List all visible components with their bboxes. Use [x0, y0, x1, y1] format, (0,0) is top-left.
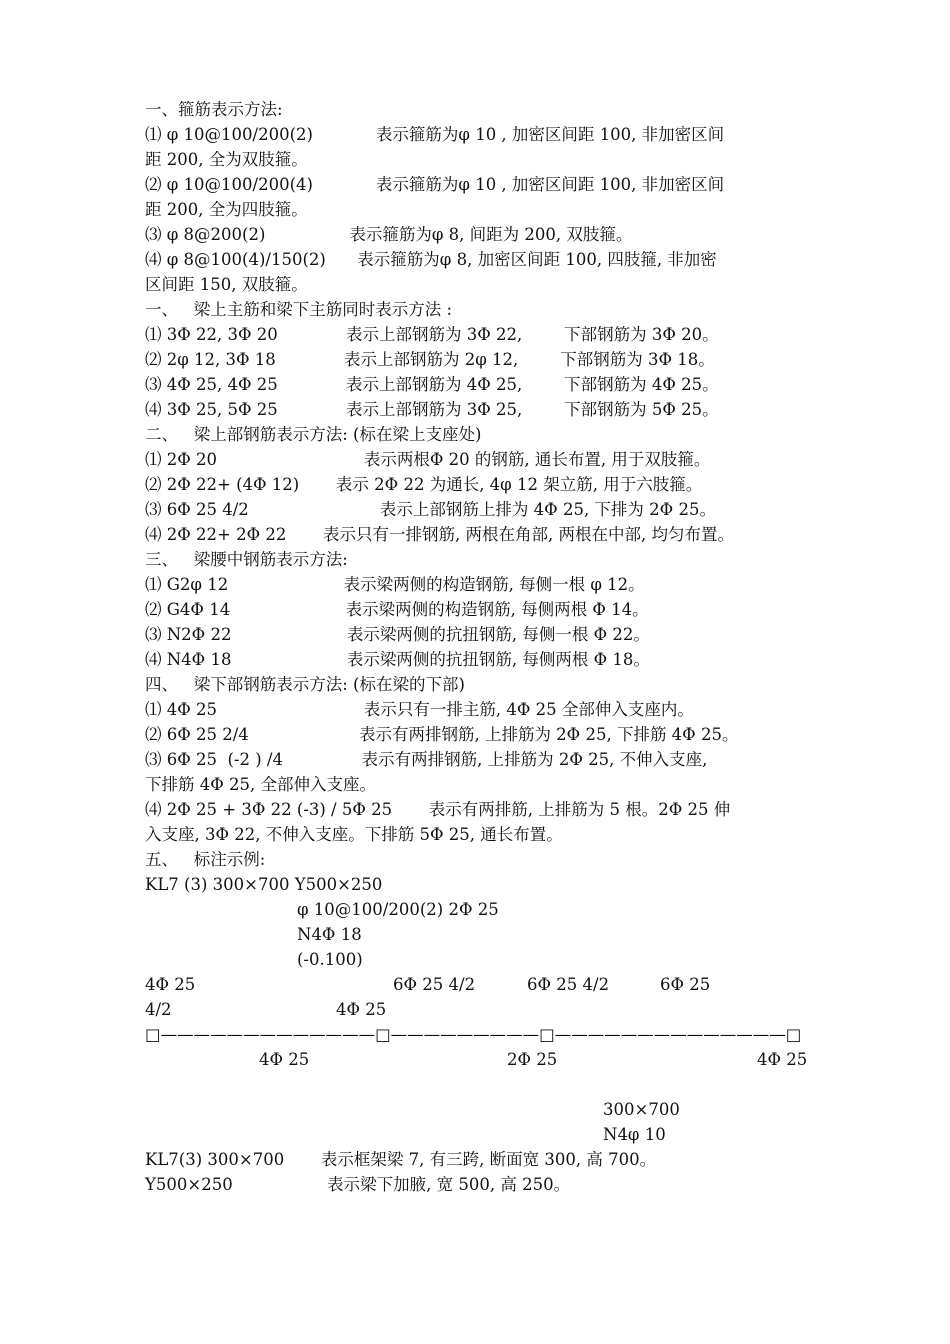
text-line: ⑷ 2Φ 25 + 3Φ 22 (-3) / 5Φ 25 表示有两排筋, 上排筋为 5 根。2Φ 25 伸 — [145, 800, 731, 819]
text-line: ⑶ 6Φ 25 4/2 表示上部钢筋上排为 4Φ 25, 下排为 2Φ 25。 — [145, 500, 716, 519]
example-section-label: N4φ 10 — [603, 1125, 666, 1144]
text-line: ⑵ φ 10@100/200(4) 表示箍筋为φ 10 , 加密区间距 100, 非加密区间 — [145, 175, 725, 194]
text-line: ⑴ G2φ 12 表示梁两侧的构造钢筋, 每侧一根 φ 12。 — [145, 575, 645, 594]
example-support-label: 4/2 — [145, 1000, 172, 1019]
text-line: ⑶ 4Φ 25, 4Φ 25 表示上部钢筋为 4Φ 25, 下部钢筋为 4Φ 25。 — [145, 375, 719, 394]
text-line: ⑴ φ 10@100/200(2) 表示箍筋为φ 10 , 加密区间距 100, 非加密区间 — [145, 125, 725, 144]
text-line: ⑴ 2Φ 20 表示两根Φ 20 的钢筋, 通长布置, 用于双肢箍。 — [145, 450, 711, 469]
text-line: ⑵ 2Φ 22+ (4Φ 12) 表示 2Φ 22 为通长, 4φ 12 架立筋, 用于六肢箍。 — [145, 475, 703, 494]
example-bottom-label: 4Φ 25 — [757, 1050, 808, 1069]
example-support-label: 6Φ 25 4/2 — [527, 975, 610, 994]
example-support-label: 6Φ 25 4/2 — [393, 975, 476, 994]
text-line: ⑵ 2φ 12, 3Φ 18 表示上部钢筋为 2φ 12, 下部钢筋为 3Φ 18。 — [145, 350, 715, 369]
example-support-label: 4Φ 25 — [145, 975, 196, 994]
example-support-label: 6Φ 25 — [660, 975, 711, 994]
text-line: ⑵ G4Φ 14 表示梁两侧的构造钢筋, 每侧两根 Φ 14。 — [145, 600, 649, 619]
text-line: Y500×250 表示梁下加腋, 宽 500, 高 250。 — [145, 1175, 571, 1194]
text-line: ⑷ N4Φ 18 表示梁两侧的抗扭钢筋, 每侧两根 Φ 18。 — [145, 650, 650, 669]
text-line: ⑶ φ 8@200(2) 表示箍筋为φ 8, 间距为 200, 双肢箍。 — [145, 225, 633, 244]
text-line: KL7 (3) 300×700 Y500×250 — [145, 875, 383, 894]
section-heading: 四、 梁下部钢筋表示方法: (标在梁的下部) — [145, 675, 465, 694]
text-line: 下排筋 4Φ 25, 全部伸入支座。 — [145, 775, 376, 794]
example-torsion-label: N4Φ 18 — [297, 925, 362, 944]
text-line: 距 200, 全为四肢箍。 — [145, 200, 308, 219]
example-section-label: 300×700 — [603, 1100, 680, 1119]
beam-diagram-line: □—————————————□—————————□——————————————□ — [145, 1025, 802, 1044]
text-line: ⑴ 4Φ 25 表示只有一排主筋, 4Φ 25 全部伸入支座内。 — [145, 700, 694, 719]
example-stirrup-label: φ 10@100/200(2) 2Φ 25 — [297, 900, 499, 919]
section-heading: 三、 梁腰中钢筋表示方法: — [145, 550, 348, 569]
text-line: ⑶ 6Φ 25 (-2 ) /4 表示有两排钢筋, 上排筋为 2Φ 25, 不伸入支座, — [145, 750, 708, 769]
example-elevation-label: (-0.100) — [297, 950, 363, 969]
example-support-label: 4Φ 25 — [336, 1000, 387, 1019]
example-bottom-label: 2Φ 25 — [507, 1050, 558, 1069]
section-heading: 一、 梁上主筋和梁下主筋同时表示方法 : — [145, 300, 453, 319]
text-line: ⑶ N2Φ 22 表示梁两侧的抗扭钢筋, 每侧一根 Φ 22。 — [145, 625, 650, 644]
text-line: ⑵ 6Φ 25 2/4 表示有两排钢筋, 上排筋为 2Φ 25, 下排筋 4Φ 25。 — [145, 725, 739, 744]
text-line: ⑷ 3Φ 25, 5Φ 25 表示上部钢筋为 3Φ 25, 下部钢筋为 5Φ 25。 — [145, 400, 719, 419]
text-line: KL7(3) 300×700 表示框架梁 7, 有三跨, 断面宽 300, 高 700。 — [145, 1150, 657, 1169]
text-line: ⑷ φ 8@100(4)/150(2) 表示箍筋为φ 8, 加密区间距 100, 四肢箍, 非加密 — [145, 250, 717, 269]
text-line: 距 200, 全为双肢箍。 — [145, 150, 308, 169]
text-line: 区间距 150, 双肢箍。 — [145, 275, 308, 294]
text-line: 入支座, 3Φ 22, 不伸入支座。下排筋 5Φ 25, 通长布置。 — [145, 825, 563, 844]
section-heading: 二、 梁上部钢筋表示方法: (标在梁上支座处) — [145, 425, 482, 444]
text-line: 一、箍筋表示方法: — [145, 100, 283, 119]
example-bottom-label: 4Φ 25 — [259, 1050, 310, 1069]
section-heading: 五、 标注示例: — [145, 850, 266, 869]
text-line: ⑴ 3Φ 22, 3Φ 20 表示上部钢筋为 3Φ 22, 下部钢筋为 3Φ 20。 — [145, 325, 719, 344]
text-line: ⑷ 2Φ 22+ 2Φ 22 表示只有一排钢筋, 两根在角部, 两根在中部, 均匀布置。 — [145, 525, 735, 544]
